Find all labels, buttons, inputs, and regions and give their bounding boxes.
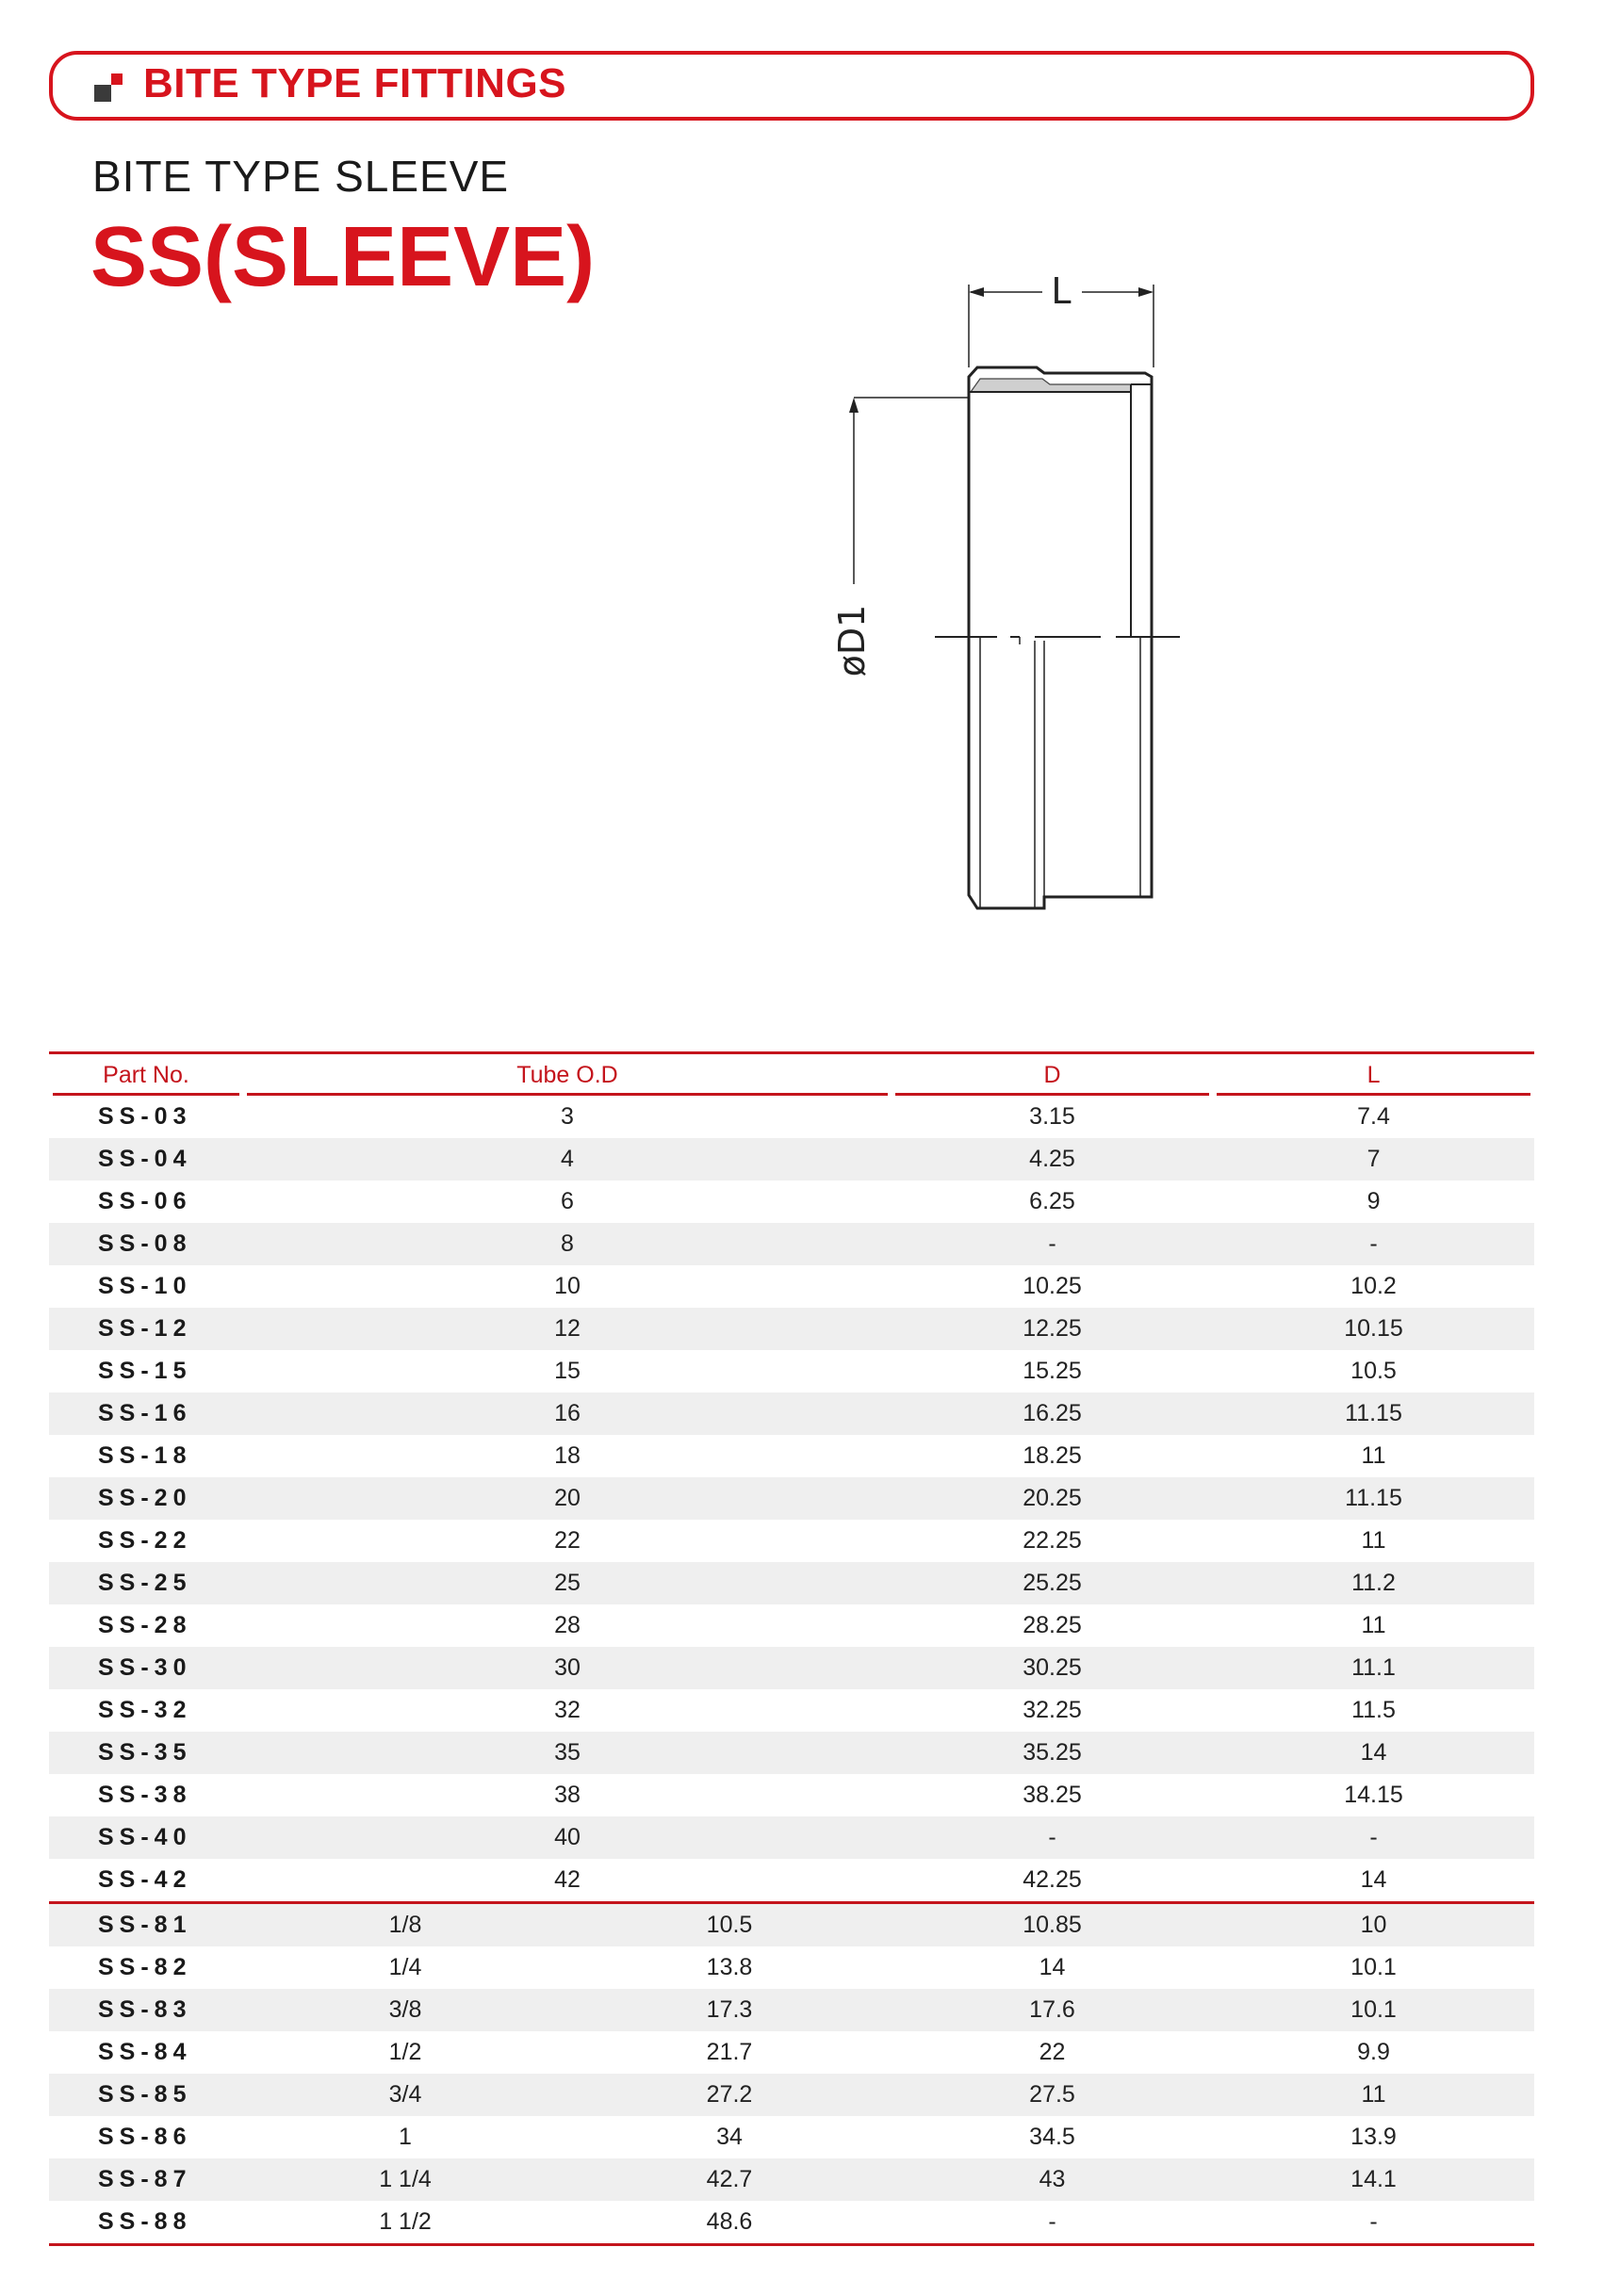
tube-od-cell: 8 (243, 1223, 892, 1265)
part-number-cell: SS-82 (98, 1954, 192, 1980)
header-l: L (1213, 1053, 1534, 1097)
l-cell: 11.5 (1351, 1697, 1396, 1723)
l-cell: 10.1 (1213, 1989, 1534, 2031)
section-title: BITE TYPE FITTINGS (143, 60, 567, 106)
l-cell: 14.15 (1344, 1782, 1403, 1808)
tube-od-inch-cell: 1 (399, 2124, 412, 2150)
tube-od-cell: 22 (554, 1527, 581, 1554)
part-number-cell: SS-20 (49, 1477, 243, 1520)
table-row (49, 1308, 1534, 1350)
l-cell: 7.4 (1357, 1103, 1390, 1130)
tube-od-cell: 18 (554, 1442, 581, 1469)
tube-od-mm-cell: 21.7 (706, 2039, 753, 2065)
l-cell: 10.5 (1350, 1358, 1397, 1384)
brand-logo-icon (94, 73, 123, 102)
l-cell: 14 (1213, 1732, 1534, 1774)
tube-od-cell: 12 (243, 1308, 892, 1350)
part-number-cell: SS-22 (98, 1527, 192, 1554)
l-cell: 14 (1360, 1866, 1387, 1893)
tube-od-cell: 4 (243, 1138, 892, 1181)
l-cell: 7 (1213, 1138, 1534, 1181)
table-row (49, 1138, 1534, 1181)
d-cell: 27.5 (892, 2074, 1213, 2116)
tube-od-inch-cell: 1 1/2 (243, 2201, 567, 2245)
table-row (49, 1223, 1534, 1265)
tube-od-cell: 42 (554, 1866, 581, 1893)
tube-od-cell: 28 (554, 1612, 581, 1638)
l-cell: 9.9 (1357, 2039, 1390, 2065)
tube-od-mm-cell: 42.7 (567, 2158, 892, 2201)
d-cell: 17.6 (892, 1989, 1213, 2031)
table-row (49, 1350, 1534, 1392)
d-cell: 34.5 (1029, 2124, 1075, 2150)
l-cell: 11.1 (1213, 1647, 1534, 1689)
header-bar (49, 51, 1534, 121)
table-row (49, 2031, 1534, 2074)
table-header-row (49, 1053, 1534, 1097)
part-number-cell: SS-83 (49, 1989, 243, 2031)
d-cell: 43 (892, 2158, 1213, 2201)
d-cell: 28.25 (1023, 1612, 1082, 1638)
l-cell: 11 (1361, 1527, 1386, 1554)
sleeve-diagram (810, 264, 1206, 923)
part-number-cell: SS-35 (49, 1732, 243, 1774)
table-row (49, 1181, 1534, 1223)
d-cell: 32.25 (1023, 1697, 1082, 1723)
table-row (49, 1265, 1534, 1308)
tube-od-cell: 25 (243, 1562, 892, 1604)
d-cell: 10.25 (1023, 1273, 1082, 1299)
d-cell: 38.25 (1023, 1782, 1082, 1808)
part-number-cell: SS-28 (98, 1612, 192, 1638)
l-cell: 14.1 (1213, 2158, 1534, 2201)
l-cell: - (1213, 1816, 1534, 1859)
d-cell: 42.25 (1023, 1866, 1082, 1893)
l-cell: 11 (1361, 1442, 1386, 1469)
tube-od-cell: 6 (561, 1188, 574, 1214)
tube-od-cell: 32 (554, 1697, 581, 1723)
tube-od-cell: 10 (554, 1273, 581, 1299)
l-cell: 10 (1213, 1903, 1534, 1947)
table-row (49, 1477, 1534, 1520)
tube-od-mm-cell: 27.2 (567, 2074, 892, 2116)
l-cell: 10.1 (1350, 1954, 1397, 1980)
arrow-right-icon (1138, 287, 1154, 297)
d-cell: - (892, 2201, 1213, 2245)
l-cell: 11.2 (1213, 1562, 1534, 1604)
part-number-cell: SS-88 (49, 2201, 243, 2245)
product-subtitle: BITE TYPE SLEEVE (92, 152, 510, 201)
table-row (49, 1604, 1534, 1647)
part-number-cell: SS-18 (98, 1442, 192, 1469)
d-cell: 16.25 (892, 1392, 1213, 1435)
table-row (49, 1946, 1534, 1989)
tube-od-inch-cell: 1/8 (243, 1903, 567, 1947)
tube-od-cell: 30 (243, 1647, 892, 1689)
l-cell: 13.9 (1350, 2124, 1397, 2150)
tube-od-inch-cell: 1/2 (388, 2039, 422, 2065)
d-cell: 30.25 (892, 1647, 1213, 1689)
d-cell: - (892, 1816, 1213, 1859)
table-row (49, 2158, 1534, 2201)
table-row (49, 1774, 1534, 1816)
d-cell: 22 (1039, 2039, 1066, 2065)
table-row (49, 1989, 1534, 2031)
tube-od-inch-cell: 3/4 (243, 2074, 567, 2116)
table-row (49, 2074, 1534, 2116)
part-number-cell: SS-87 (49, 2158, 243, 2201)
tube-od-mm-cell: 34 (716, 2124, 743, 2150)
table-row (49, 1096, 1534, 1138)
d-cell: 4.25 (892, 1138, 1213, 1181)
part-number-cell: SS-30 (49, 1647, 243, 1689)
d-cell: 6.25 (1029, 1188, 1075, 1214)
header-tube-od: Tube O.D (243, 1053, 892, 1097)
tube-od-mm-cell: 48.6 (567, 2201, 892, 2245)
l-cell: 10.2 (1350, 1273, 1397, 1299)
arrow-left-icon (969, 287, 984, 297)
tube-od-mm-cell: 17.3 (567, 1989, 892, 2031)
d-cell: - (892, 1223, 1213, 1265)
d-cell: 25.25 (892, 1562, 1213, 1604)
tube-od-inch-cell: 1/4 (388, 1954, 422, 1980)
part-number-cell: SS-10 (98, 1273, 192, 1299)
part-number-cell: SS-81 (49, 1903, 243, 1947)
d-cell: 18.25 (1023, 1442, 1082, 1469)
table-row (49, 1520, 1534, 1562)
l-cell: 10.15 (1213, 1308, 1534, 1350)
tube-od-cell: 40 (243, 1816, 892, 1859)
part-number-cell: SS-25 (49, 1562, 243, 1604)
tube-od-mm-cell: 13.8 (706, 1954, 753, 1980)
arrow-up-icon (849, 398, 859, 413)
part-number-cell: SS-03 (98, 1103, 192, 1130)
header-d: D (892, 1053, 1213, 1097)
part-number-cell: SS-85 (49, 2074, 243, 2116)
tube-od-inch-cell: 3/8 (243, 1989, 567, 2031)
table-body (49, 1096, 1534, 2245)
dim-d-label: øD1 (831, 604, 873, 677)
table-row (49, 1435, 1534, 1477)
d-cell: 12.25 (892, 1308, 1213, 1350)
product-title: SS(SLEEVE) (90, 210, 596, 304)
d-cell: 20.25 (892, 1477, 1213, 1520)
table-row (49, 1816, 1534, 1859)
tube-od-inch-cell: 1 1/4 (243, 2158, 567, 2201)
d-cell: 3.15 (1029, 1103, 1075, 1130)
tube-od-cell: 38 (554, 1782, 581, 1808)
tube-od-cell: 20 (243, 1477, 892, 1520)
tube-od-cell: 15 (554, 1358, 581, 1384)
part-number-cell: SS-08 (49, 1223, 243, 1265)
part-number-cell: SS-32 (98, 1697, 192, 1723)
l-cell: 11.15 (1213, 1477, 1534, 1520)
table-row (49, 1647, 1534, 1689)
table-row (49, 1392, 1534, 1435)
table-row (49, 1903, 1534, 1947)
d-cell: 35.25 (892, 1732, 1213, 1774)
part-number-cell: SS-84 (98, 2039, 192, 2065)
table-row (49, 1689, 1534, 1732)
l-cell: 11.15 (1213, 1392, 1534, 1435)
l-cell: 11 (1213, 2074, 1534, 2116)
part-number-cell: SS-16 (49, 1392, 243, 1435)
part-number-cell: SS-06 (98, 1188, 192, 1214)
l-cell: - (1213, 2201, 1534, 2245)
d-cell: 10.85 (892, 1903, 1213, 1947)
l-cell: 11 (1361, 1612, 1386, 1638)
spec-table (49, 1051, 1534, 2246)
part-number-cell: SS-15 (98, 1358, 192, 1384)
part-number-cell: SS-38 (98, 1782, 192, 1808)
tube-od-cell: 3 (561, 1103, 574, 1130)
table-row (49, 2116, 1534, 2158)
part-number-cell: SS-04 (49, 1138, 243, 1181)
table-row (49, 1859, 1534, 1903)
header-part-no: Part No. (49, 1053, 243, 1097)
d-cell: 15.25 (1023, 1358, 1082, 1384)
part-number-cell: SS-12 (49, 1308, 243, 1350)
l-cell: - (1213, 1223, 1534, 1265)
dim-l-label: L (1051, 270, 1072, 312)
tube-od-mm-cell: 10.5 (567, 1903, 892, 1947)
d-cell: 22.25 (1023, 1527, 1082, 1554)
tube-od-cell: 16 (243, 1392, 892, 1435)
part-number-cell: SS-40 (49, 1816, 243, 1859)
table-row (49, 1562, 1534, 1604)
tube-od-cell: 35 (243, 1732, 892, 1774)
l-cell: 9 (1366, 1188, 1381, 1214)
table-row (49, 1732, 1534, 1774)
d-cell: 14 (1039, 1954, 1066, 1980)
part-number-cell: SS-86 (98, 2124, 192, 2150)
table-row (49, 2201, 1534, 2245)
part-number-cell: SS-42 (98, 1866, 192, 1893)
